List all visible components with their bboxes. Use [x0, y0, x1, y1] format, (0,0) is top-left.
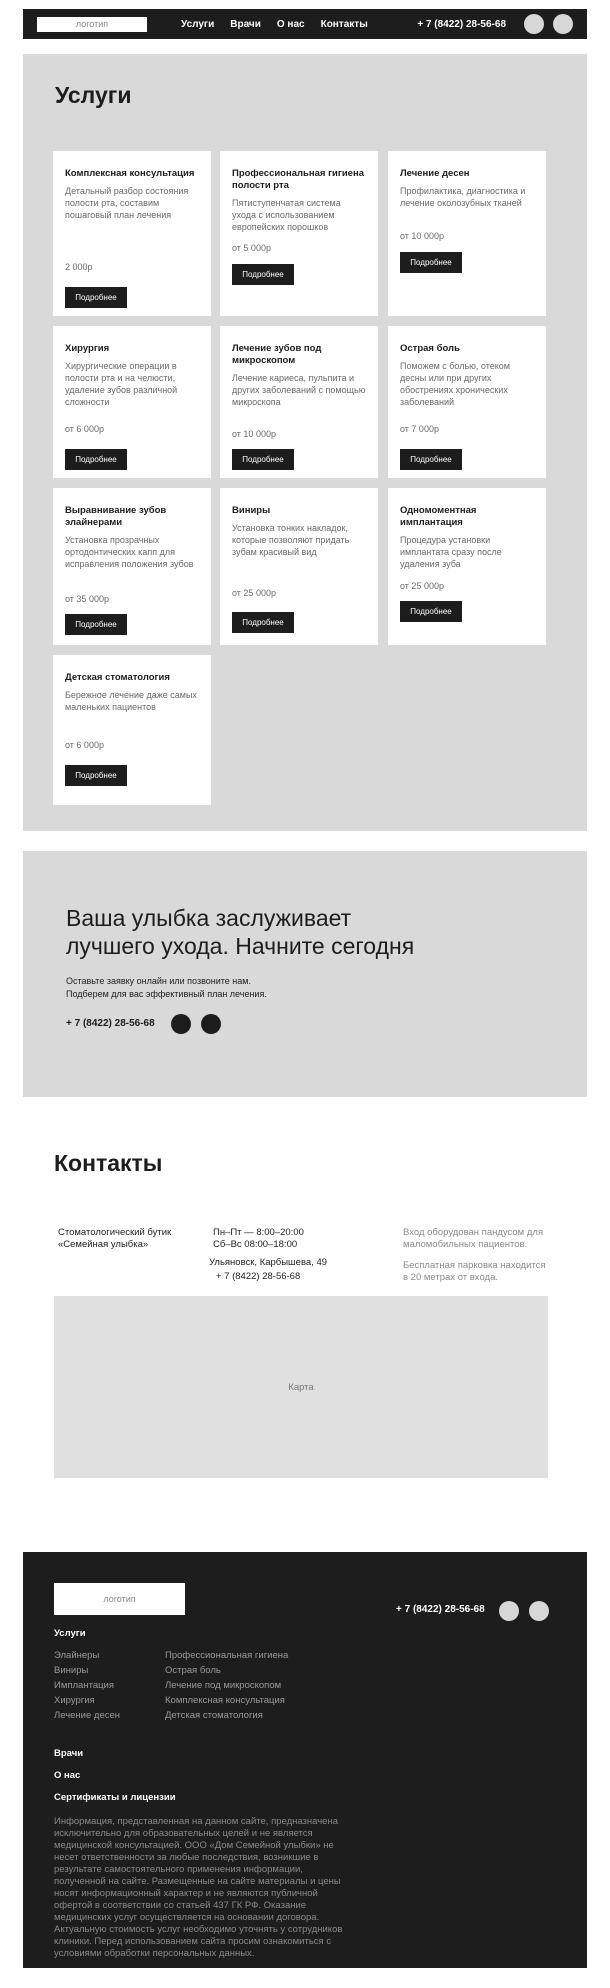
details-button[interactable]: Подробнее	[232, 612, 294, 633]
social-icon-1[interactable]	[524, 14, 544, 34]
service-card	[388, 488, 546, 645]
hours-line: Пн–Пт — 8:00–20:00	[213, 1227, 304, 1238]
service-card-desc: Установка прозрачных ортодонтических капп для исправления положения зубов	[65, 535, 194, 569]
footer-services-heading[interactable]: Услуги	[54, 1628, 86, 1639]
service-card-title: Выравнивание зубов элайнерами	[65, 505, 167, 528]
service-card-price: от 25 000р	[400, 581, 444, 591]
footer-logo[interactable]: логотип	[54, 1583, 185, 1615]
messenger-icon-1[interactable]	[171, 1014, 191, 1034]
details-button[interactable]: Подробнее	[232, 264, 294, 285]
parking-note	[403, 1260, 546, 1284]
contacts-phone[interactable]: + 7 (8422) 28-56-68	[216, 1271, 301, 1282]
service-card	[53, 151, 211, 316]
service-card	[53, 655, 211, 805]
main-nav	[181, 19, 368, 30]
accessibility-note	[403, 1227, 543, 1251]
map-label: Карта	[288, 1381, 314, 1393]
site-footer	[23, 1552, 587, 1968]
footer-certificates-link[interactable]: Сертификаты и лицензии	[54, 1792, 176, 1803]
details-button[interactable]: Подробнее	[65, 449, 127, 470]
service-card-desc: Детальный разбор состояния полости рта, составим пошаговый план лечения	[65, 186, 189, 220]
service-card	[220, 326, 378, 478]
service-card-desc: Профилактика, диагностика и лечение околозубных тканей	[400, 186, 526, 208]
service-card-price: от 25 000р	[232, 588, 276, 598]
site-header	[23, 9, 587, 39]
cta-text-line: Подберем для вас эффективный план лечения.	[66, 989, 267, 999]
header-logo[interactable]: логотип	[37, 17, 147, 32]
service-card	[220, 488, 378, 645]
working-hours	[213, 1227, 304, 1251]
messenger-icon-2[interactable]	[201, 1014, 221, 1034]
details-button[interactable]: Подробнее	[65, 765, 127, 786]
footer-link[interactable]: Лечение десен	[54, 1710, 121, 1721]
service-card-desc: Пятиступенчатая система ухода с использованием европейских порошков	[232, 198, 341, 232]
nav-doctors[interactable]: Врачи	[230, 18, 261, 30]
note-line: Бесплатная парковка находится	[403, 1260, 546, 1271]
footer-link[interactable]: Имплантация	[54, 1680, 114, 1691]
service-card	[388, 326, 546, 478]
services-section	[23, 54, 587, 831]
service-card-title: Детская стоматология	[65, 672, 170, 683]
clinic-address: Ульяновск, Карбышева, 49	[209, 1257, 328, 1268]
footer-link[interactable]: Хирургия	[54, 1695, 95, 1706]
hours-line: Сб–Вс 08:00–18:00	[213, 1239, 298, 1250]
cta-title-line: Ваша улыбка заслуживает	[66, 905, 352, 931]
service-card-title: Хирургия	[65, 343, 110, 354]
details-button[interactable]: Подробнее	[65, 614, 127, 635]
details-button[interactable]: Подробнее	[232, 449, 294, 470]
footer-link[interactable]: Лечение под микроскопом	[165, 1680, 282, 1691]
nav-about[interactable]: О нас	[276, 18, 305, 30]
service-card-price: 2 000р	[65, 262, 93, 272]
cta-section	[23, 851, 587, 1097]
footer-link[interactable]: Детская стоматология	[165, 1710, 263, 1721]
service-card-price: от 6 000р	[65, 740, 104, 750]
map[interactable]	[54, 1296, 548, 1478]
service-card-title: Комплексная консультация	[65, 168, 195, 179]
footer-link[interactable]: Элайнеры	[54, 1650, 100, 1661]
note-line: в 20 метрах от входа.	[403, 1272, 498, 1283]
service-card-price: от 10 000р	[400, 231, 444, 241]
clinic-name	[58, 1227, 171, 1251]
service-card	[388, 151, 546, 316]
service-card	[53, 488, 211, 645]
service-card	[53, 326, 211, 478]
footer-link[interactable]: Комплексная консультация	[165, 1695, 285, 1706]
header-phone[interactable]: + 7 (8422) 28-56-68	[417, 18, 506, 30]
footer-social-icon-2[interactable]	[529, 1601, 549, 1621]
service-card-title: Лечение десен	[400, 168, 470, 179]
service-card-desc: Бережное лечение даже самых маленьких пациентов	[65, 690, 197, 712]
service-card-desc: Хирургические операции в полости рта и на челюсти, удаление зубов различной сложности	[65, 361, 178, 407]
service-card	[220, 151, 378, 316]
nav-services[interactable]: Услуги	[181, 18, 215, 30]
footer-link[interactable]: Профессиональная гигиена	[165, 1650, 289, 1661]
contacts-title: Контакты	[54, 1150, 163, 1176]
cta-title-line: лучшего ухода. Начните сегодня	[66, 933, 415, 959]
cta-text-line: Оставьте заявку онлайн или позвоните нам.	[66, 976, 251, 986]
footer-about-link[interactable]: О нас	[54, 1770, 81, 1781]
clinic-name-line: Стоматологический бутик	[58, 1227, 172, 1238]
service-card-title: Острая боль	[400, 343, 460, 354]
service-card-price: от 7 000р	[400, 424, 439, 434]
footer-phone[interactable]: + 7 (8422) 28-56-68	[396, 1604, 485, 1615]
service-card-desc: Процедура установки имплантата сразу после удаления зуба	[400, 535, 502, 569]
service-card-title: Виниры	[232, 505, 271, 516]
footer-doctors-link[interactable]: Врачи	[54, 1748, 84, 1759]
service-card-title: Одномоментная имплантация	[400, 505, 477, 528]
note-line: Вход оборудован пандусом для	[403, 1227, 544, 1238]
service-card-desc: Поможем с болью, отеком десны или при других обострениях хронических заболеваний	[400, 361, 510, 407]
service-card-price: от 6 000р	[65, 424, 104, 434]
details-button[interactable]: Подробнее	[400, 449, 462, 470]
details-button[interactable]: Подробнее	[65, 287, 127, 308]
details-button[interactable]: Подробнее	[400, 252, 462, 273]
cta-phone[interactable]: + 7 (8422) 28-56-68	[66, 1018, 155, 1029]
details-button[interactable]: Подробнее	[400, 601, 462, 622]
service-card-desc: Установка тонких накладок, которые позволяют придать зубам красивый вид	[232, 523, 350, 557]
service-card-desc: Лечение кариеса, пульпита и других заболеваний с помощью микроскопа	[232, 373, 366, 407]
service-card-title: Профессиональная гигиена полости рта	[232, 168, 364, 191]
cta-title	[66, 904, 414, 960]
footer-link[interactable]: Острая боль	[165, 1665, 221, 1676]
footer-link[interactable]: Виниры	[54, 1665, 89, 1676]
cta-text	[66, 975, 267, 1001]
service-card-price: от 5 000р	[232, 243, 271, 253]
service-card-price: от 35 000р	[65, 594, 109, 604]
footer-disclaimer: Информация, представленная на данном сайте, предназначена исключительно для образовательных целей и не является медицинской консультацией. ООО «Дом Семейной улыбки» не несет ответственности за любые последствия, возникшие в результате самостоятельного применения информации, полученной на сайте. Размещенные на сайте материалы и цены носят информационный характер и не являются публичной офертой в соответствии со статьей 437 ГК РФ. Оказание медицинских услуг осуществляется на основании договора. Актуальную стоимость услуг необходимо уточнять у сотрудников клиники. Перед использованием сайта просим ознакомиться с условиями обработки персональных данных.	[54, 1816, 343, 1959]
service-card-title: Лечение зубов под микроскопом	[232, 343, 322, 366]
footer-social-icon-1[interactable]	[499, 1601, 519, 1621]
social-icon-2[interactable]	[553, 14, 573, 34]
nav-contacts[interactable]: Контакты	[320, 18, 368, 30]
services-title: Услуги	[55, 82, 132, 108]
service-card-price: от 10 000р	[232, 429, 276, 439]
note-line: маломобильных пациентов.	[403, 1239, 528, 1250]
clinic-name-line: «Семейная улыбка»	[58, 1239, 149, 1250]
